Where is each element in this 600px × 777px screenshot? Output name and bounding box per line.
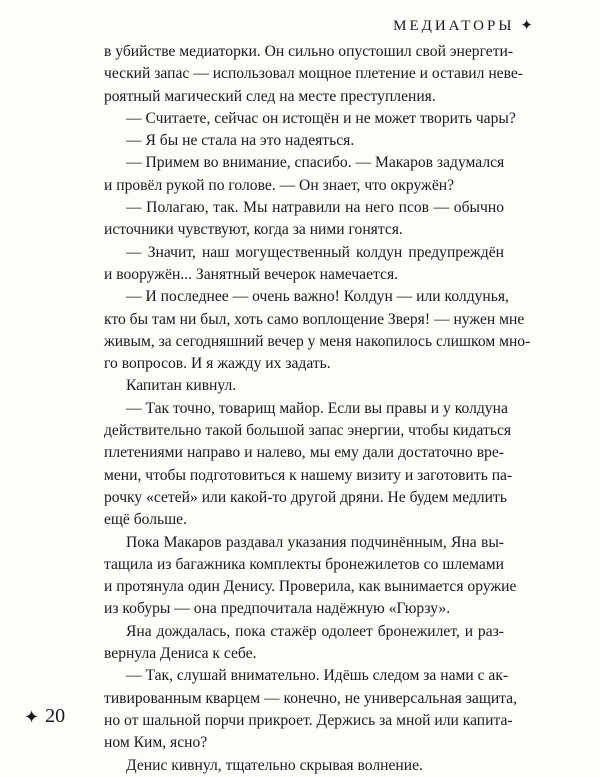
star-ornament-icon: ✦	[24, 706, 40, 727]
text-line: тивированным кварцем — конечно, не универсальная защита,	[104, 689, 517, 707]
text-line: — Так, слушай внимательно. Идёшь следом за нами с ак-	[126, 667, 509, 685]
text-line: роятный магический след на месте преступления.	[104, 87, 436, 105]
text-line: го вопросов. И я жажду их задать.	[104, 355, 331, 373]
text-line: ещё больше.	[104, 511, 187, 529]
text-line: из кобуры — она предпочитала надёжную «Гюрзу».	[104, 600, 451, 618]
text-line: и протянула один Денису. Проверила, как вынимается оружие	[104, 578, 517, 596]
text-line: мени, чтобы подготовиться к нашему визиту и заготовить па-	[104, 466, 513, 484]
page-footer	[24, 705, 65, 728]
book-title: МЕДИАТОРЫ	[393, 18, 515, 34]
text-line: в убийстве медиаторки. Он сильно опустошил свой энергети-	[104, 43, 514, 60]
text-line: — Я бы не стала на это надеяться.	[126, 132, 355, 150]
text-line: — Значит, наш могущественный колдун предупреждён	[126, 243, 504, 261]
text-line: — Считаете, сейчас он истощён и не может творить чары?	[126, 109, 516, 127]
text-line: — Так точно, товарищ майор. Если вы правы и у колдуна	[126, 399, 508, 417]
page-text	[104, 41, 531, 777]
text-line: — Примем во внимание, спасибо. — Макаров задумался	[126, 154, 505, 172]
text-line: источники чувствуют, когда за ними гонятся.	[104, 221, 403, 239]
text-line: живым, за сегодняшний вечер у меня накопилось слишком мно-	[104, 332, 531, 350]
text-line: — Полагаю, так. Мы натравили на него псов — обычно	[126, 199, 504, 217]
text-line: Денис кивнул, тщательно скрывая волнение.	[126, 756, 423, 774]
text-line: и провёл рукой по голове. — Он знает, что окружён?	[104, 176, 455, 194]
text-line: Пока Макаров раздавал указания подчинённым, Яна вы-	[126, 533, 504, 551]
star-ornament-icon: ✦	[520, 18, 536, 34]
page-number: 20	[45, 705, 66, 727]
text-line: ном Ким, ясно?	[104, 734, 208, 752]
text-line: вернула Дениса к себе.	[104, 645, 257, 663]
text-line: рочку «сетей» или какой-то другой дряни. Не будем медлить	[104, 488, 507, 506]
text-line: — И последнее — очень важно! Колдун — или колдунья,	[126, 288, 509, 306]
text-line: действительно такой большой запас энергии, чтобы кидаться	[104, 422, 512, 440]
text-line: Яна дождалась, пока стажёр одолеет бронежилет, и раз-	[126, 622, 504, 640]
text-line: и вооружён... Занятный вечерок намечается.	[104, 265, 399, 283]
text-line: Капитан кивнул.	[126, 377, 237, 395]
text-line: плетениями направо и налево, мы ему дали достаточно вре-	[104, 444, 504, 462]
text-line: ческий запас — использовал мощное плетение и оставил неве-	[104, 65, 523, 83]
text-line: тащила из багажника комплекты бронежилетов со шлемами	[104, 555, 504, 573]
running-header	[393, 18, 536, 35]
text-line: но от шальной порчи прикроет. Держись за мной или капита-	[104, 711, 513, 729]
text-line: кто бы там ни был, хоть само воплощение Зверя! — нужен мне	[104, 310, 525, 328]
